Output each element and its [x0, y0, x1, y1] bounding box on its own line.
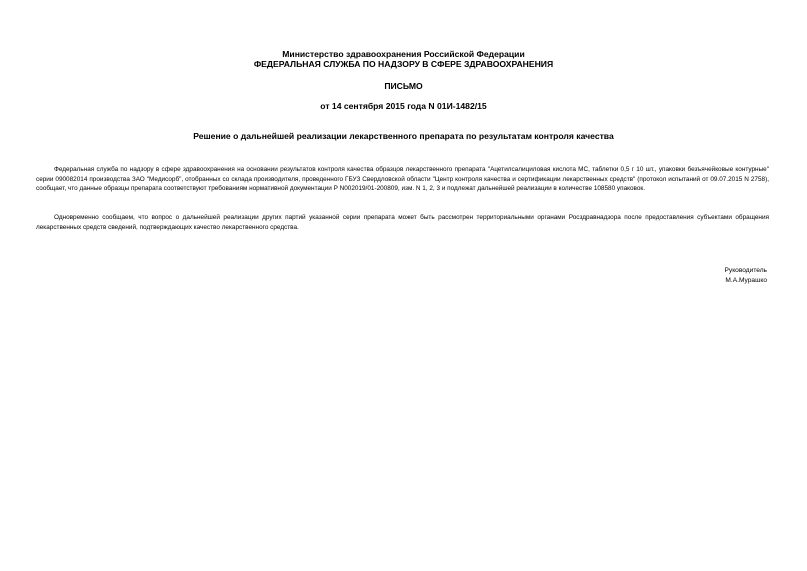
body-paragraph-2: Одновременно сообщаем, что вопрос о дальнейшей реализации других партий указанной серии препарата может быть рассмотрен территориальными органами Росздравнадзора после предоставления субъектами обращения лекарственных средств сведений, подтверждающих качество лекарственного средства. — [36, 214, 769, 231]
document-date-number: от 14 сентября 2015 года N 01И-1482/15 — [320, 101, 487, 111]
signatory-name: М.А.Мурашко — [725, 277, 767, 284]
service-name: ФЕДЕРАЛЬНАЯ СЛУЖБА ПО НАДЗОРУ В СФЕРЕ ЗДРАВООХРАНЕНИЯ — [253, 59, 554, 69]
body-paragraph-1: Федеральная служба по надзору в сфере здравоохранения на основании результатов контроля качества образцов лекарственного препарата "Ацетилсалициловая кислота МС, таблетки 0,5 г 10 шт., упаковки безъячейковые контурные" серии 090082014 производства ЗАО "Медисорб", отобранных со склада производителя, проведенного ГБУЗ Свердловской области "Центр контроля качества и сертификации лекарственных средств" (протокол испытаний от 09.07.2015 N 2758), сообщает, что данные образцы препарата соответствуют требованиям нормативной документации Р N002019/01-200809, изм. N 1, 2, 3 и подлежат дальнейшей реализации в количестве 108580 упаковок. — [36, 166, 769, 192]
ministry-name: Министерство здравоохранения Российской Федерации — [282, 49, 525, 59]
signatory-position: Руководитель — [724, 267, 767, 274]
document-type: ПИСЬМО — [384, 81, 423, 91]
document-subject: Решение о дальнейшей реализации лекарственного препарата по результатам контроля качества — [193, 131, 614, 141]
signature-block — [725, 266, 767, 286]
